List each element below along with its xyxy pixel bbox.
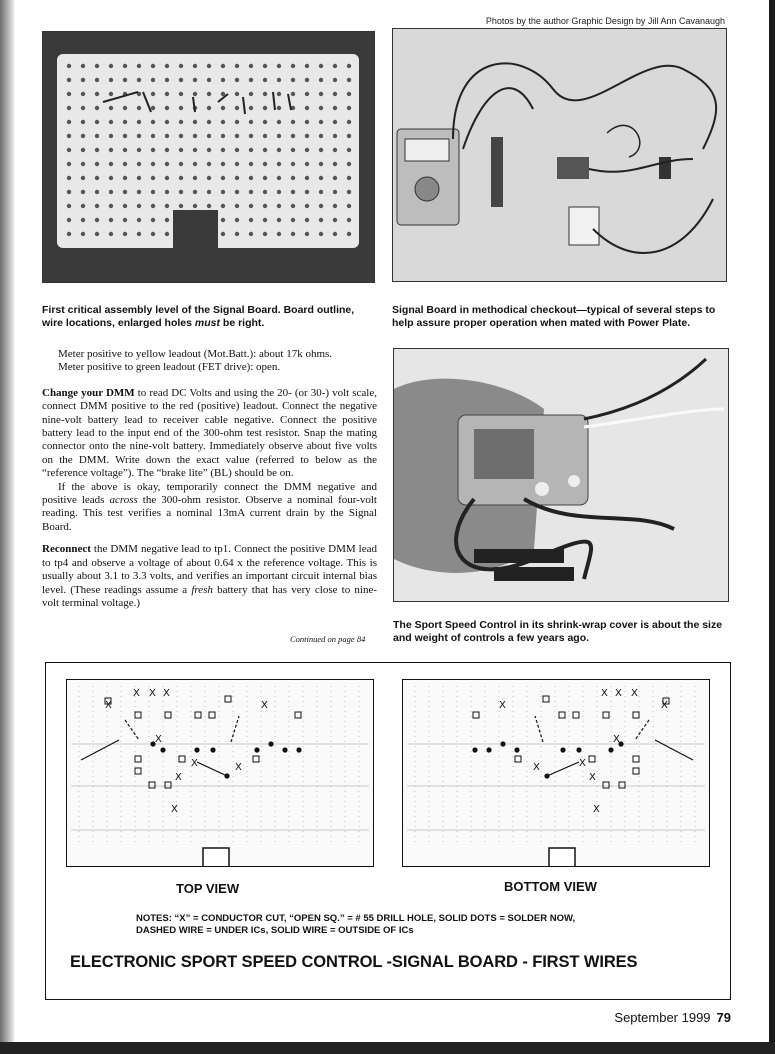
photo-signal-board-outline (42, 31, 375, 283)
svg-text:X: X (593, 804, 600, 815)
caption-checkout: Signal Board in methodical checkout—typical of several steps to help assure proper operation when mated with Power Plate. (392, 304, 716, 329)
diagram-notes: NOTES: “X” = CONDUCTOR CUT, “OPEN SQ.” = # 55 DRILL HOLE, SOLID DOTS = SOLDER NOW, DASHED WIRE = UNDER ICs, SOLID WIRE = OUTSIDE OF ICs (136, 913, 576, 936)
page-edge-right (769, 0, 775, 1054)
svg-text:X: X (579, 758, 586, 769)
svg-text:X: X (661, 700, 668, 711)
bottom-view-label: BOTTOM VIEW (504, 879, 597, 894)
page-folio (614, 1010, 731, 1025)
svg-text:X: X (613, 734, 620, 745)
svg-text:X: X (235, 762, 242, 773)
meter-line-green: Meter positive to green leadout (FET drive): open. (58, 361, 281, 374)
svg-text:X: X (499, 700, 506, 711)
svg-text:X: X (105, 700, 112, 711)
article-body (42, 348, 377, 619)
page-edge-shadow (0, 0, 14, 1054)
svg-text:X: X (601, 688, 608, 699)
paragraph-change-dmm: Change your DMM to read DC Volts and using the 20- (or 30-) volt scale, connect DMM positive to the red (positive) leadout. Connect the negative nine-volt battery lead to receiver cable negative. Connect the positive battery lead to the input end of the 300-ohm test resistor. Snap the mating connector onto the nine-volt battery. Immediately observe about five volts on the DMM. Write down the exact value (referred to below as the “reference voltage”). The “brake lite” (BL) should be on. (42, 386, 377, 480)
svg-text:X: X (631, 688, 638, 699)
page-edge-bottom (0, 1042, 775, 1054)
photo-signal-board-checkout (392, 28, 727, 282)
caption-board-outline: First critical assembly level of the Signal Board. Board outline, wire locations, enlarged holes must be right. (42, 304, 355, 329)
paragraph-reconnect: Reconnect the DMM negative lead to tp1. Connect the positive DMM lead to tp4 and observe a voltage of about 0.64 x the reference voltage. This is usually about 3.1 to 3.3 volts, and verifies an important circuit internal bias level. (These readings assume a fresh battery that has very close to nine-volt terminal voltage.) (42, 543, 377, 609)
wiring-diagram (45, 662, 731, 1000)
svg-text:X: X (533, 762, 540, 773)
svg-text:X: X (133, 688, 140, 699)
svg-text:X: X (261, 700, 268, 711)
svg-text:X: X (615, 688, 622, 699)
svg-text:X: X (163, 688, 170, 699)
svg-text:X: X (171, 804, 178, 815)
svg-text:X: X (149, 688, 156, 699)
paragraph-across-resistor: If the above is okay, temporarily connect the DMM negative and positive leads across the 300-ohm resistor. Observe a nominal four-volt reading. This test verifies a nominal 13mA current drain by the Signal Board. (42, 480, 377, 533)
svg-text:X: X (175, 772, 182, 783)
issue-date: September 1999 (614, 1010, 711, 1025)
photo-sport-speed-control (393, 348, 729, 602)
continued-note: Continued on page 84 (290, 634, 366, 644)
page-number: 79 (716, 1010, 731, 1025)
top-view-label: TOP VIEW (176, 881, 240, 896)
bottom-view-board (402, 679, 710, 867)
top-view-grid (67, 680, 373, 866)
meter-line-yellow: Meter positive to yellow leadout (Mot.Batt.): about 17k ohms. (58, 348, 333, 360)
svg-text:X: X (155, 734, 162, 745)
svg-text:X: X (589, 772, 596, 783)
photo-credit: Photos by the author Graphic Design by Jill Ann Cavanaugh (485, 16, 725, 26)
svg-text:X: X (191, 758, 198, 769)
bottom-view-grid (403, 680, 709, 866)
diagram-title: ELECTRONIC SPORT SPEED CONTROL -SIGNAL BOARD - FIRST WIRES (70, 953, 638, 971)
top-view-board (66, 679, 374, 867)
caption-sport-speed-control: The Sport Speed Control in its shrink-wrap cover is about the size and weight of controls a few years ago. (393, 619, 723, 644)
